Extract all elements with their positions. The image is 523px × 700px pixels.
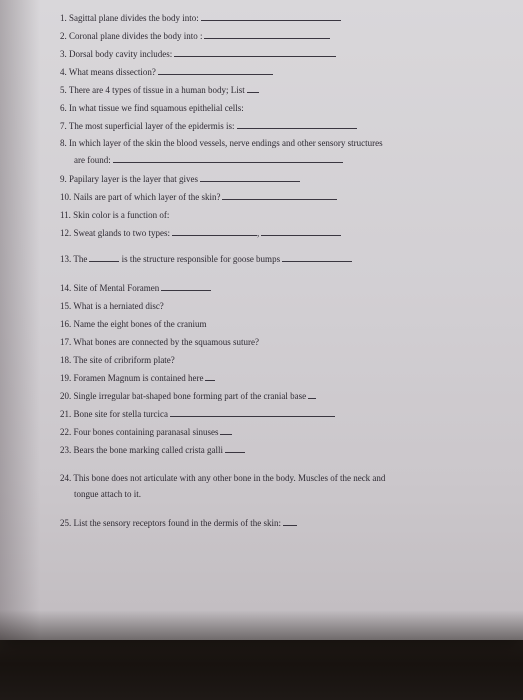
question-text: Bears the bone marking called crista galli xyxy=(73,445,223,455)
question-text: Coronal plane divides the body into : xyxy=(69,31,203,41)
question-16 xyxy=(60,319,206,329)
question-11 xyxy=(60,210,169,220)
answer-blank[interactable] xyxy=(220,433,232,435)
answer-blank[interactable] xyxy=(204,37,330,39)
question-number: 20. xyxy=(60,391,72,401)
question-number: 16. xyxy=(60,319,72,329)
question-number: 10. xyxy=(60,192,72,202)
question-text: The xyxy=(73,254,88,264)
question-text: What bones are connected by the squamous suture? xyxy=(73,337,260,347)
answer-blank[interactable] xyxy=(113,161,343,163)
question-10 xyxy=(60,192,337,202)
question-text: Four bones containing paranasal sinuses xyxy=(73,427,219,437)
question-number: 25. xyxy=(60,518,72,528)
question-text: What is a herniated disc? xyxy=(73,301,164,311)
question-text: Name the eight bones of the cranium xyxy=(73,319,207,329)
question-number: 4. xyxy=(60,67,67,77)
question-21 xyxy=(60,409,335,419)
question-text: Foramen Magnum is contained here xyxy=(73,373,204,383)
question-number: 24. xyxy=(60,473,72,483)
question-12 xyxy=(60,228,341,238)
answer-blank[interactable] xyxy=(247,91,259,93)
separator-comma: , xyxy=(257,228,260,238)
question-number: 14. xyxy=(60,283,72,293)
question-3 xyxy=(60,49,336,59)
table-shadow xyxy=(0,610,523,700)
question-18 xyxy=(60,355,175,365)
question-24-continuation xyxy=(74,489,141,499)
page-shadow-left xyxy=(0,0,40,640)
answer-blank[interactable] xyxy=(201,19,341,21)
question-text: Papilary layer is the layer that gives xyxy=(69,174,198,184)
question-number: 13. xyxy=(60,254,72,264)
question-number: 17. xyxy=(60,337,72,347)
question-17 xyxy=(60,337,259,347)
question-text: In what tissue we find squamous epithelial cells: xyxy=(69,103,244,113)
question-9 xyxy=(60,174,300,184)
question-text: Nails are part of which layer of the skin? xyxy=(73,192,221,202)
answer-blank[interactable] xyxy=(174,55,336,57)
question-text: In which layer of the skin the blood vessels, nerve endings and other sensory structures xyxy=(69,138,383,148)
answer-blank-1[interactable] xyxy=(172,234,257,236)
question-text: Skin color is a function of: xyxy=(73,210,170,220)
question-number: 22. xyxy=(60,427,72,437)
question-number: 2. xyxy=(60,31,67,41)
question-number: 15. xyxy=(60,301,72,311)
question-number: 3. xyxy=(60,49,67,59)
question-text-2: is the structure responsible for goose bumps xyxy=(121,254,281,264)
question-5 xyxy=(60,85,259,95)
question-15 xyxy=(60,301,164,311)
answer-blank[interactable] xyxy=(200,180,300,182)
answer-blank[interactable] xyxy=(170,415,335,417)
question-22 xyxy=(60,427,232,437)
question-number: 8. xyxy=(60,138,67,148)
question-25 xyxy=(60,518,297,528)
answer-blank[interactable] xyxy=(161,289,211,291)
question-number: 5. xyxy=(60,85,67,95)
question-text: Sweat glands to two types: xyxy=(73,228,170,238)
question-text-continued: tongue attach to it. xyxy=(74,489,141,499)
question-24 xyxy=(60,473,385,483)
answer-blank[interactable] xyxy=(225,451,245,453)
answer-blank-2[interactable] xyxy=(261,234,341,236)
answer-blank[interactable] xyxy=(283,524,297,526)
question-1 xyxy=(60,13,341,23)
question-text: Bone site for stella turcica xyxy=(73,409,168,419)
question-19 xyxy=(60,373,215,383)
answer-blank[interactable] xyxy=(308,397,316,399)
question-number: 9. xyxy=(60,174,67,184)
question-text: Sagittal plane divides the body into: xyxy=(69,13,199,23)
question-13 xyxy=(60,254,352,264)
question-number: 1. xyxy=(60,13,67,23)
question-4 xyxy=(60,67,273,77)
question-number: 6. xyxy=(60,103,67,113)
question-number: 19. xyxy=(60,373,72,383)
question-number: 7. xyxy=(60,121,67,131)
question-6 xyxy=(60,103,244,113)
question-text: List the sensory receptors found in the dermis of the skin: xyxy=(73,518,281,528)
question-7 xyxy=(60,121,357,131)
question-23 xyxy=(60,445,245,455)
answer-blank[interactable] xyxy=(158,73,273,75)
question-text: There are 4 types of tissue in a human body; List xyxy=(68,85,245,95)
question-number: 21. xyxy=(60,409,72,419)
question-14 xyxy=(60,283,211,293)
question-text: Site of Mental Foramen xyxy=(73,283,160,293)
question-number: 11. xyxy=(60,210,71,220)
question-text: The site of cribriform plate? xyxy=(73,355,175,365)
answer-blank[interactable] xyxy=(222,198,337,200)
question-number: 18. xyxy=(60,355,72,365)
question-20 xyxy=(60,391,316,401)
question-text: Dorsal body cavity includes: xyxy=(69,49,173,59)
question-text-continued: are found: xyxy=(74,155,111,165)
answer-blank-inline[interactable] xyxy=(89,260,119,262)
answer-blank[interactable] xyxy=(282,260,352,262)
question-text: Single irregular bat-shaped bone forming part of the cranial base xyxy=(73,391,307,401)
question-8 xyxy=(60,138,383,148)
question-number: 23. xyxy=(60,445,72,455)
answer-blank[interactable] xyxy=(237,127,357,129)
answer-blank[interactable] xyxy=(205,379,215,381)
question-text: What means dissection? xyxy=(68,67,156,77)
question-number: 12. xyxy=(60,228,72,238)
question-2 xyxy=(60,31,330,41)
question-text: This bone does not articulate with any other bone in the body. Muscles of the neck and xyxy=(73,473,386,483)
question-8-continuation xyxy=(74,155,343,165)
question-text: The most superficial layer of the epidermis is: xyxy=(68,121,235,131)
